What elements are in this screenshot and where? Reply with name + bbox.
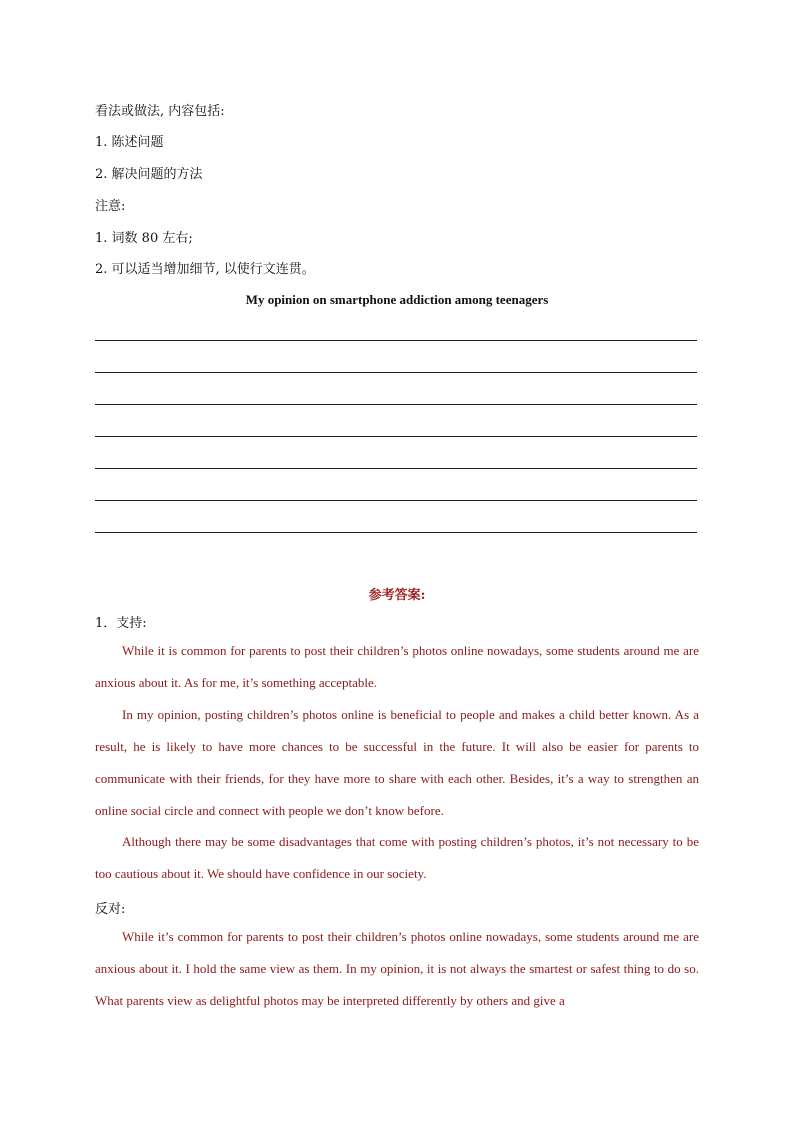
support-paragraph-3: Although there may be some disadvantages that come with posting children’s photos, it’s not necessary to be too cautious about it. We should have confidence in our society. [95, 834, 699, 881]
writing-line [95, 340, 697, 341]
writing-line [95, 500, 697, 501]
writing-line [95, 532, 697, 533]
instruction-item-2: 2. 解决问题的方法 [95, 167, 203, 182]
writing-line [95, 404, 697, 405]
note-item-1: 1. 词数 80 左右; [95, 231, 193, 246]
instruction-item-1: 1. 陈述问题 [95, 135, 164, 150]
note-label: 注意: [95, 199, 126, 214]
essay-title: My opinion on smartphone addiction among teenagers [245, 292, 549, 307]
writing-line [95, 372, 697, 373]
support-label: 1．支持: [95, 616, 147, 631]
support-paragraph-1: While it is common for parents to post their children’s photos online nowadays, some students around me are anxious about it. As for me, it’s something acceptable. [95, 643, 699, 690]
oppose-paragraph-1: While it’s common for parents to post their children’s photos online nowadays, some students around me are anxious about it. I hold the same view as them. In my opinion, it is not always the smartest or safest thing to do so. What parents view as delightful photos may be interpreted differently by others and give a [95, 929, 699, 1008]
support-paragraph-2: In my opinion, posting children’s photos online is beneficial to people and makes a child better known. As a result, he is likely to have more chances to be successful in the future. It will also be easier for parents to communicate with their friends, for they have more to share with each other. Besides, it’s a way to strengthen an online social circle and connect with people we don’t know before. [95, 707, 699, 818]
instruction-intro: 看法或做法, 内容包括: [95, 104, 225, 119]
answer-heading: 参考答案: [368, 588, 426, 603]
writing-line [95, 436, 697, 437]
oppose-label: 反对: [95, 902, 126, 917]
writing-line [95, 468, 697, 469]
note-item-2: 2. 可以适当增加细节, 以使行文连贯。 [95, 262, 315, 277]
